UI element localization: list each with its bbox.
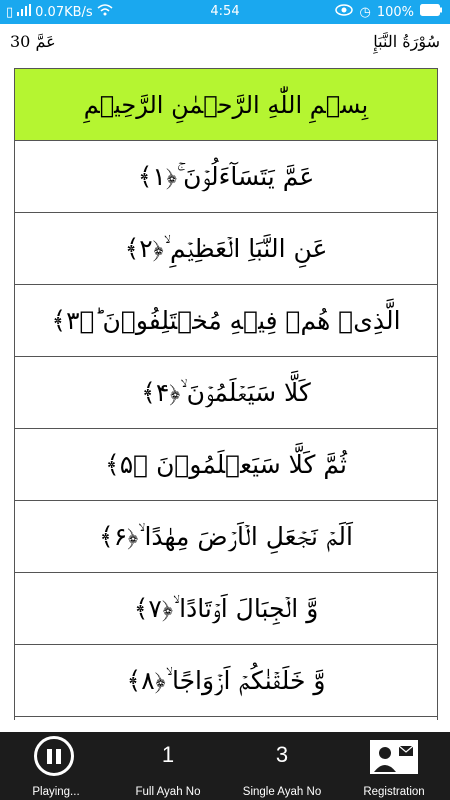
bismillah-row[interactable] [15, 69, 437, 141]
verse-text: عَمَّ يَتَسَآءَلُوۡنَ ۚ﴿۱﴾ [137, 161, 315, 191]
single-ayah-button[interactable] [234, 732, 330, 800]
ayah-row[interactable] [15, 501, 437, 573]
pause-icon[interactable] [34, 736, 74, 776]
ayah-row[interactable] [15, 141, 437, 213]
ayah-row[interactable] [15, 357, 437, 429]
status-bar-right [335, 4, 442, 20]
alarm-icon: ◷ [359, 4, 371, 20]
ayah-row[interactable] [15, 645, 437, 717]
ayah-row[interactable] [15, 429, 437, 501]
full-ayah-label: Full Ayah No [135, 786, 201, 798]
registration-label: Registration [363, 786, 425, 798]
verse-text: عَنِ النَّبَاِ الۡعَظِيۡمِ ۙ﴿۲﴾ [124, 233, 328, 263]
status-time: 4:54 [210, 4, 240, 19]
sim-icon: ▯ [6, 4, 14, 20]
play-pause-button[interactable] [20, 732, 92, 800]
single-ayah-label: Single Ayah No [242, 786, 322, 798]
verse-text: بِسۡمِ اللّٰهِ الرَّحۡمٰنِ الرَّحِيۡمِ [83, 90, 369, 119]
contact-card-icon [370, 740, 418, 774]
battery-icon [420, 4, 442, 20]
verse-text: وَّ خَلَقۡنٰكُمۡ اَزۡوَاجًا ۙ﴿۸﴾ [126, 665, 326, 695]
verse-text: الَّذِىۡ هُمۡ فِيۡهِ مُخۡتَلِفُوۡنَ ؕ﴿۳﴾ [51, 306, 401, 335]
header [0, 24, 450, 68]
ayah-row[interactable] [15, 285, 437, 357]
verse-text: كَلَّا سَيَعۡلَمُوۡنَ ۙ﴿۴﴾ [141, 377, 311, 407]
ayah-row[interactable] [15, 573, 437, 645]
full-ayah-button[interactable] [120, 732, 216, 800]
eye-icon [335, 4, 353, 20]
verse-text: وَّ الۡجِبَالَ اَوۡتَادًا ۙ﴿۷﴾ [133, 593, 319, 623]
verse-text: ثُمَّ كَلَّا سَيَعۡلَمُوۡنَ ﴿۵﴾ [105, 450, 347, 479]
bottom-toolbar [0, 732, 450, 800]
network-speed: 0.07KB/s [35, 4, 93, 20]
para-label: عَمَّ 30 [10, 32, 56, 51]
quran-page[interactable] [14, 68, 438, 720]
status-bar [0, 0, 450, 24]
battery-level: 100% [376, 4, 414, 20]
playing-label: Playing... [32, 786, 80, 798]
ayah-row[interactable] [15, 213, 437, 285]
single-ayah-number: 3 [275, 742, 289, 767]
registration-button[interactable] [346, 732, 442, 800]
full-ayah-number: 1 [161, 742, 175, 767]
verse-text: اَلَمۡ نَجۡعَلِ الۡاَرۡضَ مِهٰدًا ۙ﴿۶﴾ [99, 521, 353, 551]
surah-title: سُوْرَةُ النَّبَإِ [373, 32, 440, 51]
